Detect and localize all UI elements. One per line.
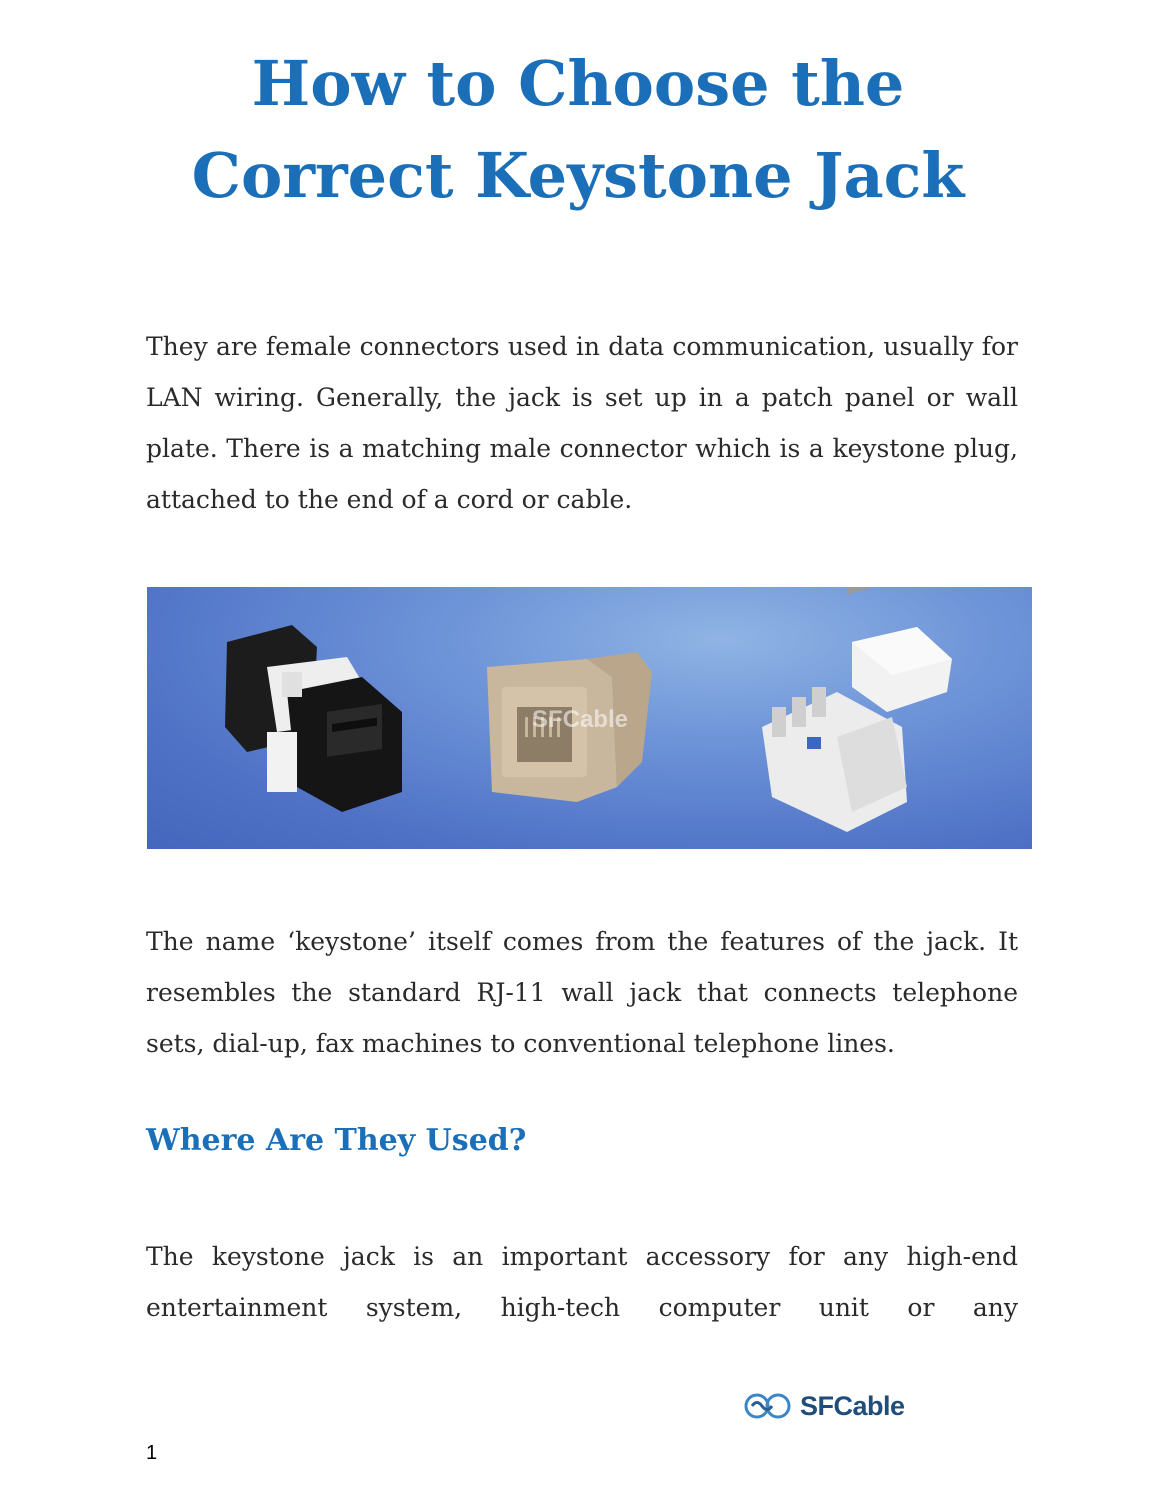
photo-watermark: SFCable	[532, 706, 629, 733]
page-title	[0, 38, 1156, 222]
usage-paragraph: The keystone jack is an important accessory for any high-end entertainment system, high-tech computer unit or any	[146, 1242, 1018, 1322]
intro-paragraph: They are female connectors used in data communication, usually for LAN wiring. Generally, the jack is set up in a patch panel or wall plate. There is a matching male connector which is a keystone plug, attached to the end of a cord or cable.	[146, 332, 1018, 514]
title-line-2: Correct Keystone Jack	[191, 139, 965, 212]
section-heading: Where Are They Used?	[146, 1123, 527, 1158]
sfcable-logo-icon	[742, 1389, 794, 1423]
white-keystone-jack	[762, 587, 952, 832]
keystone-jacks-illustration	[147, 587, 1032, 849]
logo-text: SFCable	[800, 1390, 905, 1421]
page-number: 1	[146, 1442, 158, 1464]
keystone-name-paragraph: The name ‘keystone’ itself comes from the features of the jack. It resembles the standard RJ-11 wall jack that connects telephone sets, dial-up, fax machines to conventional telephone lines.	[146, 927, 1018, 1058]
title-line-1: How to Choose the	[251, 47, 905, 120]
beige-keystone-jack	[487, 652, 652, 802]
sfcable-logo	[742, 1386, 905, 1426]
keystone-jacks-photo	[147, 587, 1032, 849]
black-keystone-jack	[225, 625, 402, 812]
